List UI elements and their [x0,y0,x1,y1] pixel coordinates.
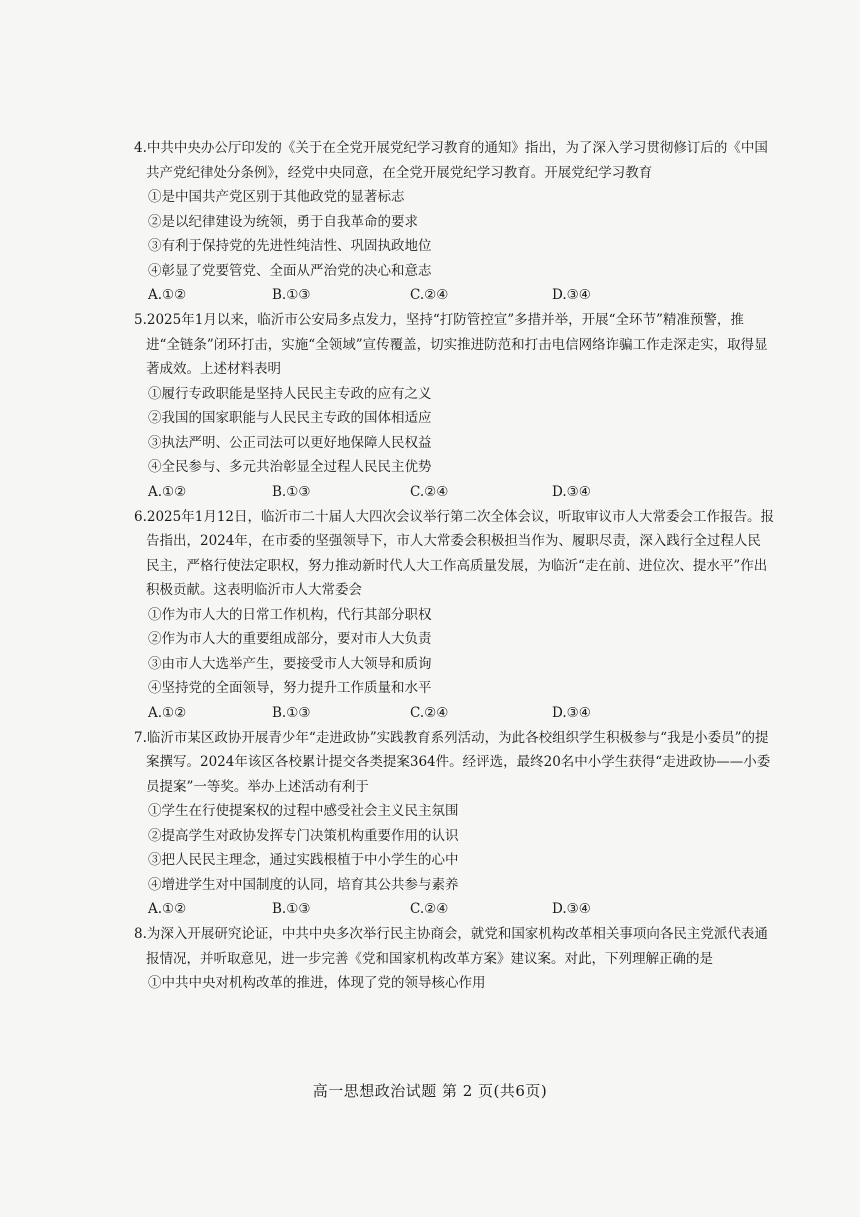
option-2: ②是以纪律建设为统领，勇于自我革命的要求 [148,213,418,230]
page-footer: 高一思想政治试题 第 2 页(共6页) [312,1082,548,1100]
choice-b: B.①③ [272,483,311,500]
option-1: ①学生在行使提案权的过程中感受社会主义民主氛围 [148,803,459,819]
option-3: ③有利于保持党的先进性纯洁性、巩固执政地位 [148,238,432,254]
option-2: ②我国的国家职能与人民民主专政的国体相适应 [148,410,432,426]
choice-c: C.②④ [410,901,449,917]
question-4 [134,136,774,308]
question-7 [134,726,774,923]
question-stem: 8.为深入开展研究论证，中共中央多次举行民主协商会，就党和国家机构改革相关事项向各民主党派代表通报情况，并听取意见，进一步完善《党和国家机构改革方案》建议案。对此，下列理解正确的是 [134,926,768,967]
question-stem: 5.2025年1月以来，临沂市公安局多点发力，坚持“打防管控宣”多措并举，开展“全环节”精准预警，推进“全链条”闭环打击，实施“全领域”宣传覆盖，切实推进防范和打击电信网络诈骗工作走深走实，取得显著成效。上述材料表明 [134,312,768,377]
choice-d: D.③④ [552,483,591,500]
answer-choices [134,283,774,308]
question-stem: 4.中共中央办公厅印发的《关于在全党开展党纪学习教育的通知》指出，为了深入学习贯彻修订后的《中国共产党纪律处分条例》，经党中央同意，在全党开展党纪学习教育。开展党纪学习教育 [134,140,768,181]
question-list [134,136,774,996]
option-3: ③由市人大选举产生，要接受市人大领导和质询 [148,655,432,672]
choice-d: D.③④ [552,287,591,303]
question-6 [134,505,774,726]
choice-a: A.①② [148,704,187,721]
question-stem: 6.2025年1月12日，临沂市二十届人大四次会议举行第二次全体会议，听取审议市人大常委会工作报告。报告指出，2024年，在市委的坚强领导下，市人大常委会积极担当作为、履职尽责，深入践行全过程人民民主，严格行使法定职权，努力推动新时代人大工作高质量发展，为临沂“走在前、进位次、提水平”作出积极贡献。这表明临沂市人大常委会 [134,508,775,598]
option-2: ②提高学生对政协发挥专门决策机构重要作用的认识 [148,827,459,844]
option-1: ①是中国共产党区别于其他政党的显著标志 [148,189,405,205]
option-4: ④坚持党的全面领导，努力提升工作质量和水平 [148,680,432,696]
choice-b: B.①③ [272,704,311,721]
question-5 [134,308,774,505]
choice-c: C.②④ [410,704,449,721]
choice-a: A.①② [148,287,187,303]
choice-c: C.②④ [410,483,449,500]
option-3: ③执法严明、公正司法可以更好地保障人民权益 [148,434,432,451]
answer-choices [134,480,774,505]
choice-b: B.①③ [272,287,311,303]
choice-a: A.①② [148,483,187,500]
choice-d: D.③④ [552,704,591,721]
answer-choices [134,701,774,726]
option-4: ④增进学生对中国制度的认同，培育其公共参与素养 [148,876,459,893]
choice-d: D.③④ [552,901,591,917]
option-1: ①作为市人大的日常工作机构，代行其部分职权 [148,606,432,623]
option-1: ①中共中央对机构改革的推进，体现了党的领导核心作用 [148,975,486,991]
option-3: ③把人民民主理念，通过实践根植于中小学生的心中 [148,852,459,868]
answer-choices [134,897,774,922]
option-2: ②作为市人大的重要组成部分，要对市人大负责 [148,631,432,647]
option-4: ④全民参与、多元共治彰显全过程人民民主优势 [148,459,432,475]
option-4: ④彰显了党要管党、全面从严治党的决心和意志 [148,262,432,279]
choice-b: B.①③ [272,901,311,917]
choice-c: C.②④ [410,287,449,303]
question-stem: 7.临沂市某区政协开展青少年“走进政协”实践教育系列活动，为此各校组织学生积极参与“我是小委员”的提案撰写。2024年该区各校累计提交各类提案364件。经评选，最终20名中小学生获得“走进政协——小委员提案”一等奖。举办上述活动有利于 [134,729,771,795]
question-8 [134,922,774,996]
option-1: ①履行专政职能是坚持人民民主专政的应有之义 [148,385,432,402]
choice-a: A.①② [148,901,187,917]
